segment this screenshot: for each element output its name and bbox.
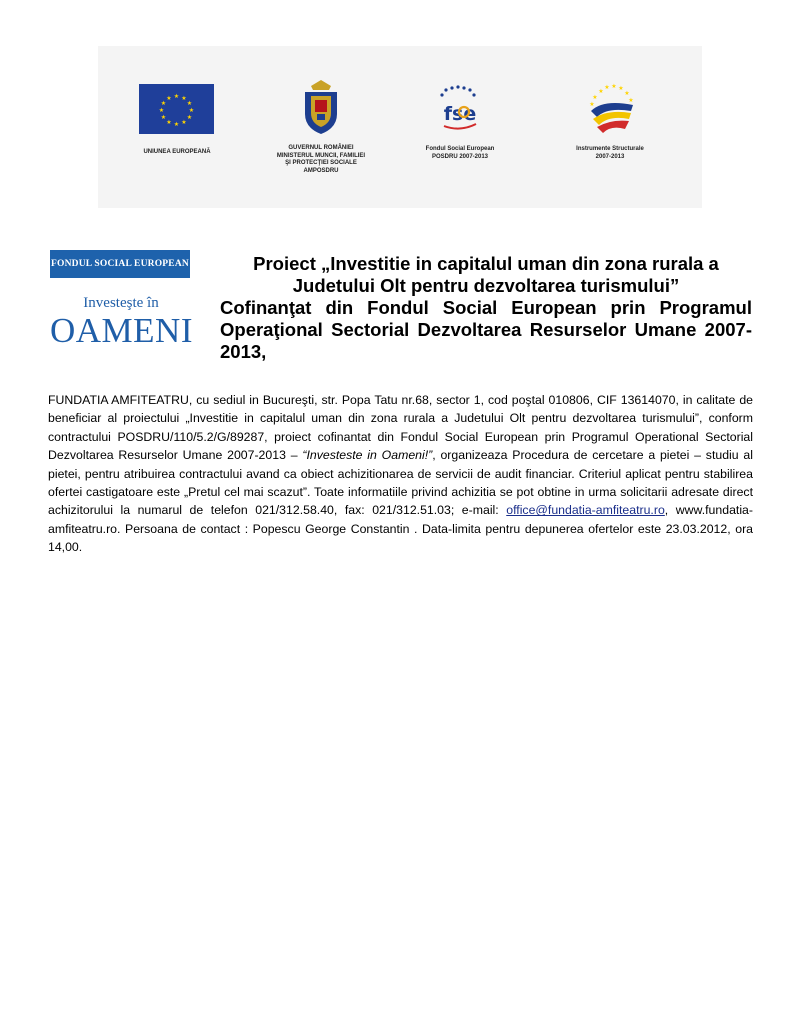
project-title: Proiect „Investitie in capitalul uman din zona rurala a Judetului Olt pentru dezvoltarea turismului” bbox=[253, 253, 719, 296]
svg-text:★: ★ bbox=[604, 84, 610, 91]
project-heading bbox=[220, 253, 752, 363]
svg-text:★: ★ bbox=[628, 97, 634, 104]
svg-text:★: ★ bbox=[592, 94, 598, 101]
fondul-social-european-badge: FONDUL SOCIAL EUROPEAN bbox=[50, 250, 190, 278]
announcement-text: , organizeaza Procedura de cercetare a pietei – studiu al pietei, pentru atribuirea contractului avand ca obiect achizitionarea de servicii de audit financiar. Criteriul aplicat pentru stabilirea ofertei castigatoare este „Pretul cel mai scazut”. Toate informatiile privind achizitia se pot obtine in urma solicitarii adresate direct achizitorului la numarul de telefon 021/312.58.40, fax: 021/312.51.03; e-mail: bbox=[48, 448, 753, 518]
svg-text:★: ★ bbox=[181, 119, 187, 126]
investeste-in-oameni-logo bbox=[50, 294, 192, 350]
fse-caption bbox=[412, 146, 508, 161]
email-link[interactable]: office@fundatia-amfiteatru.ro bbox=[506, 503, 665, 518]
romanian-coat-of-arms-icon bbox=[301, 80, 341, 134]
svg-text:★: ★ bbox=[624, 90, 630, 97]
cofinancing-statement: Cofinanţat din Fondul Social European prin Programul Operaţional Sectorial Dezvoltarea Resurselor Umane 2007- 2013, bbox=[220, 297, 752, 362]
svg-text:★: ★ bbox=[173, 93, 180, 100]
logo-banner bbox=[98, 46, 702, 208]
eu-caption: UNIUNEA EUROPEANĂ bbox=[143, 149, 211, 155]
svg-text:★: ★ bbox=[173, 121, 180, 128]
svg-text:★: ★ bbox=[166, 119, 172, 126]
fse-logo-icon bbox=[434, 84, 486, 134]
government-caption-line: ŞI PROTECŢIEI SOCIALE bbox=[285, 160, 357, 166]
svg-text:★: ★ bbox=[181, 95, 187, 102]
svg-text:★: ★ bbox=[186, 114, 193, 121]
instrumente-caption-line: Instrumente Structurale bbox=[576, 146, 644, 152]
investeste-slogan-line: Investeşte în bbox=[83, 295, 159, 311]
fse-caption-line: Fondul Social European bbox=[425, 146, 495, 152]
svg-text:★: ★ bbox=[598, 88, 604, 95]
instrumente-caption-line: 2007-2013 bbox=[595, 153, 625, 160]
svg-text:★: ★ bbox=[186, 100, 193, 107]
announcement-paragraph bbox=[48, 391, 753, 557]
svg-text:★: ★ bbox=[160, 114, 167, 121]
government-caption bbox=[261, 145, 381, 175]
svg-text:★: ★ bbox=[188, 107, 195, 114]
instrumente-caption bbox=[560, 146, 660, 161]
svg-text:★: ★ bbox=[158, 107, 165, 114]
government-caption-line: AMPOSDRU bbox=[303, 167, 339, 174]
eu-flag-icon bbox=[139, 84, 214, 134]
government-caption-line: GUVERNUL ROMÂNIEI bbox=[288, 145, 354, 151]
oameni-wordmark: OAMENI bbox=[50, 311, 193, 350]
announcement-text: cu sediul in Bucureşti, str. Popa Tatu nr.68, sector 1, cod poştal 010806, CIF 13614070, in calitate de beneficiar al proiectului „Investitie in capitalul uman din zona rurala a Judetului Olt pentru dezvoltarea turismului”, conform contractului POSDRU/110/5.2/G/89287, proiect cofinantat din Fondul Social European prin Programul Operational Sectorial Dezvoltarea Resurselor Umane 2007-2013 – bbox=[48, 393, 753, 463]
fse-caption-line: POSDRU 2007-2013 bbox=[431, 153, 489, 160]
announcement-text: , www.fundatia-amfiteatru.ro. Persoana de contact : Popescu George Constantin . Data-limita pentru depunerea ofertelor este 23.03.2012, ora 14,00. bbox=[48, 503, 753, 555]
svg-text:★: ★ bbox=[611, 83, 617, 90]
fse-logo-text: fse bbox=[443, 103, 477, 125]
svg-text:★: ★ bbox=[166, 95, 172, 102]
slogan: “Investeste in Oameni!” bbox=[302, 448, 433, 463]
svg-text:★: ★ bbox=[618, 85, 624, 92]
organization-name: FUNDATIA AMFITEATRU, bbox=[48, 393, 193, 407]
instrumente-structurale-icon bbox=[583, 81, 639, 137]
svg-text:★: ★ bbox=[160, 100, 167, 107]
government-caption-line: MINISTERUL MUNCII, FAMILIEI bbox=[276, 152, 366, 159]
svg-text:★: ★ bbox=[589, 101, 595, 108]
